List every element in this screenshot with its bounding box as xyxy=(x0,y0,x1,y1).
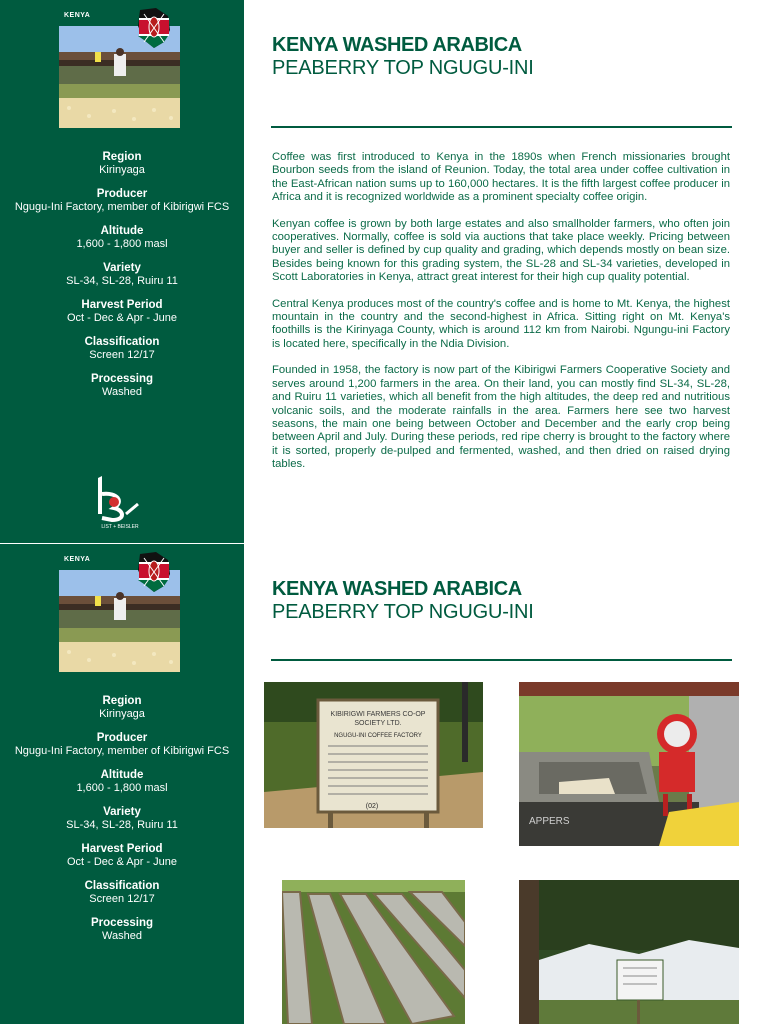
page-subtitle: PEABERRY TOP NGUGU-INI xyxy=(272,601,534,623)
svg-text:(02): (02) xyxy=(365,803,379,810)
info-label: Processing xyxy=(91,373,153,385)
info-value: Screen 12/17 xyxy=(89,349,155,361)
info-value: 1,600 - 1,800 masl xyxy=(76,238,168,250)
info-value: SL-34, SL-28, Ruiru 11 xyxy=(66,819,178,831)
info-region xyxy=(0,694,244,721)
info-label: Producer xyxy=(96,188,148,200)
title-divider xyxy=(271,126,732,128)
sidebar xyxy=(0,0,244,543)
info-harvest-period xyxy=(0,298,244,325)
info-producer xyxy=(0,187,244,214)
info-classification xyxy=(0,335,244,362)
paragraph: Kenyan coffee is grown by both large estates and also smallholder farmers, who often join cooperatives. Normally, coffee is sold via auctions that take place weekly. Pricing between buyer and seller is defined by cup quality and grading, which depends mostly on bean size. Besides being known for this grading system, the SL-28 and SL-34 varieties, developed in Scott Laboratories in Kenya, attract great interest for their high cup quality potential. xyxy=(272,217,730,284)
info-value: Ngugu-Ini Factory, member of Kibirigwi FCS xyxy=(14,201,230,213)
kenya-flag-map-icon xyxy=(134,550,174,594)
info-value: Ngugu-Ini Factory, member of Kibirigwi FCS xyxy=(14,745,230,757)
info-value: Kirinyaga xyxy=(99,164,145,176)
info-value: 1,600 - 1,800 masl xyxy=(76,782,168,794)
info-producer xyxy=(0,731,244,758)
country-label: KENYA xyxy=(64,12,91,19)
info-value: SL-34, SL-28, Ruiru 11 xyxy=(66,275,178,287)
info-harvest-period xyxy=(0,842,244,869)
info-processing xyxy=(0,916,244,943)
list-beisler-logo xyxy=(92,474,148,530)
svg-text:LIST + BEISLER: LIST + BEISLER xyxy=(101,524,139,530)
title-block xyxy=(272,578,732,624)
info-label: Altitude xyxy=(100,225,144,237)
photo-signboard xyxy=(264,682,483,828)
photo-covered-drying xyxy=(519,880,739,1024)
info-variety xyxy=(0,805,244,832)
page-title: KENYA WASHED ARABICA xyxy=(272,34,522,56)
info-label: Region xyxy=(102,695,142,707)
svg-text:NGUGU-INI COFFEE FACTORY: NGUGU-INI COFFEE FACTORY xyxy=(334,733,422,739)
info-label: Classification xyxy=(84,336,160,348)
paragraph: Founded in 1958, the factory is now part of the Kibirigwi Farmers Cooperative Society and serves around 1,200 farmers in the area. On their land, you can mostly find SL-34, SL-28, and Ruiru 11 varieties, which all benefit from the high altitudes, the deep red and nutritious volcanic soils, and the moderate rainfalls in the area. Farmers here see two harvest seasons, the main one being between October and December and the early crop being between April and July. During these periods, red ripe cherry is brought to the factory where it is sorted, properly de-pulped and fermented, washed, and then dried on raised drying tables. xyxy=(272,364,730,471)
paragraph: Central Kenya produces most of the country's coffee and is home to Mt. Kenya, the highest mountain in the country and the second-highest in Africa. Sitting right on Mt. Kenya's foothills is the Kirinyaga County, which is around 112 km from Nairobi. Ngungu-ini Factory is located here, specifically in the Ndia Division. xyxy=(272,297,730,350)
info-label: Harvest Period xyxy=(81,843,163,855)
info-label: Producer xyxy=(96,732,148,744)
page-2 xyxy=(0,544,768,1024)
info-label: Altitude xyxy=(100,769,144,781)
info-altitude xyxy=(0,224,244,251)
info-label: Classification xyxy=(84,880,160,892)
info-value: Oct - Dec & Apr - June xyxy=(66,312,178,324)
info-variety xyxy=(0,261,244,288)
title-block xyxy=(272,34,732,80)
sidebar xyxy=(0,544,244,1024)
info-value: Oct - Dec & Apr - June xyxy=(66,856,178,868)
kenya-flag-map-icon xyxy=(134,6,174,50)
svg-text:APPERS: APPERS xyxy=(529,816,570,827)
info-label: Variety xyxy=(103,806,141,818)
info-value: Washed xyxy=(102,930,142,942)
info-label: Variety xyxy=(103,262,141,274)
info-value: Screen 12/17 xyxy=(89,893,155,905)
info-label: Harvest Period xyxy=(81,299,163,311)
page-title: KENYA WASHED ARABICA xyxy=(272,578,522,600)
info-classification xyxy=(0,879,244,906)
info-altitude xyxy=(0,768,244,795)
photo-weighing-scale xyxy=(519,682,739,846)
info-list xyxy=(0,150,244,409)
info-region xyxy=(0,150,244,177)
info-processing xyxy=(0,372,244,399)
title-divider xyxy=(271,659,732,661)
svg-text:SOCIETY LTD.: SOCIETY LTD. xyxy=(354,720,402,727)
body-text xyxy=(272,151,730,485)
paragraph: Coffee was first introduced to Kenya in the 1890s when French missionaries brought Bourbon seeds from the island of Reunion. Today, the total area under coffee cultivation in the East-African nation sums up to 160,000 hectares. It is the fifth largest coffee producer in Africa and it is recognized worldwide as a prominent specialty coffee origin. xyxy=(272,151,730,204)
info-value: Kirinyaga xyxy=(99,708,145,720)
photo-drying-tables xyxy=(282,880,465,1024)
info-label: Processing xyxy=(91,917,153,929)
info-value: Washed xyxy=(102,386,142,398)
page-subtitle: PEABERRY TOP NGUGU-INI xyxy=(272,57,534,79)
svg-text:KIBIRIGWI FARMERS CO-OP: KIBIRIGWI FARMERS CO-OP xyxy=(330,711,426,718)
info-list xyxy=(0,694,244,953)
country-label: KENYA xyxy=(64,556,91,563)
info-label: Region xyxy=(102,151,142,163)
